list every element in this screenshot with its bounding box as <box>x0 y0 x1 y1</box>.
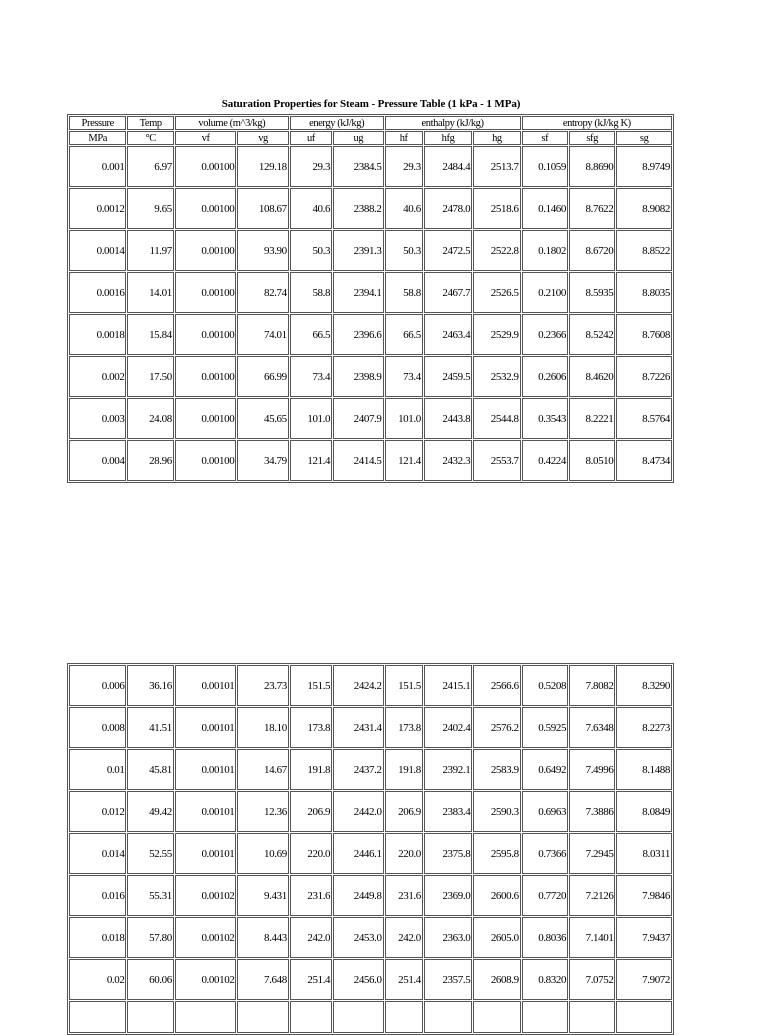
table-cell: 8.9082 <box>616 188 672 229</box>
header-unit-cell: hfg <box>424 131 472 145</box>
table-cell: 0.6492 <box>522 749 568 790</box>
table-cell: 191.8 <box>385 749 423 790</box>
table-cell: 0.00100 <box>175 314 237 355</box>
table-cell: 0.1059 <box>522 146 568 187</box>
table-cell: 0.00100 <box>175 188 237 229</box>
table-cell <box>333 1001 383 1033</box>
table-cell: 55.31 <box>127 875 173 916</box>
table-cell: 8.8035 <box>616 272 672 313</box>
table-cell: 6.97 <box>127 146 173 187</box>
table-cell: 9.431 <box>237 875 288 916</box>
table-cell: 8.4620 <box>569 356 615 397</box>
table-cell: 151.5 <box>290 665 332 706</box>
table-cell: 0.003 <box>69 398 126 439</box>
table-cell <box>616 1001 672 1033</box>
table-cell: 8.0849 <box>616 791 672 832</box>
table-cell: 0.002 <box>69 356 126 397</box>
table-cell: 28.96 <box>127 440 173 481</box>
table-cell: 8.5935 <box>569 272 615 313</box>
table-cell: 0.00101 <box>175 749 237 790</box>
table-cell: 7.9072 <box>616 959 672 1000</box>
table-cell <box>473 1001 520 1033</box>
table-cell: 7.3886 <box>569 791 615 832</box>
table-cell: 8.443 <box>237 917 288 958</box>
table-cell: 8.8690 <box>569 146 615 187</box>
table-cell: 58.8 <box>385 272 423 313</box>
table-cell: 0.01 <box>69 749 126 790</box>
table-row <box>69 314 672 355</box>
table-cell: 2437.2 <box>333 749 383 790</box>
table-cell: 7.0752 <box>569 959 615 1000</box>
table-cell: 0.2100 <box>522 272 568 313</box>
table-cell: 7.648 <box>237 959 288 1000</box>
table-cell: 242.0 <box>290 917 332 958</box>
table-cell: 2526.5 <box>473 272 520 313</box>
table-cell: 2414.5 <box>333 440 383 481</box>
table-cell: 11.97 <box>127 230 173 271</box>
table-cell: 2424.2 <box>333 665 383 706</box>
table-row <box>69 959 672 1000</box>
table-row <box>69 833 672 874</box>
header-unit-cell: hf <box>385 131 423 145</box>
table-cell: 0.3543 <box>522 398 568 439</box>
table-cell: 0.004 <box>69 440 126 481</box>
table-row <box>69 875 672 916</box>
table-cell: 66.5 <box>290 314 332 355</box>
table-cell: 7.4996 <box>569 749 615 790</box>
table-cell <box>69 1001 126 1033</box>
table-cell: 2484.4 <box>424 146 472 187</box>
table-cell: 18.10 <box>237 707 288 748</box>
table-cell: 2456.0 <box>333 959 383 1000</box>
table-cell: 60.06 <box>127 959 173 1000</box>
table-cell: 7.9846 <box>616 875 672 916</box>
table-cell: 0.2366 <box>522 314 568 355</box>
header-unit-row <box>69 131 672 145</box>
table-cell: 0.00100 <box>175 356 237 397</box>
table-cell: 8.5242 <box>569 314 615 355</box>
table-cell: 0.1802 <box>522 230 568 271</box>
table-cell: 0.00100 <box>175 272 237 313</box>
header-group-cell: energy (kJ/kg) <box>290 116 384 130</box>
table-cell: 7.8082 <box>569 665 615 706</box>
header-unit-cell: MPa <box>69 131 126 145</box>
table-cell: 8.7608 <box>616 314 672 355</box>
table-cell: 2553.7 <box>473 440 520 481</box>
table-cell: 2463.4 <box>424 314 472 355</box>
table-cell: 93.90 <box>237 230 288 271</box>
table-cell: 2432.3 <box>424 440 472 481</box>
table-cell: 57.80 <box>127 917 173 958</box>
header-group-cell: volume (m^3/kg) <box>175 116 289 130</box>
table-cell: 66.5 <box>385 314 423 355</box>
table-cell: 173.8 <box>385 707 423 748</box>
table-cell: 8.1488 <box>616 749 672 790</box>
table-cell: 231.6 <box>290 875 332 916</box>
table-cell: 0.00101 <box>175 707 237 748</box>
table-cell: 220.0 <box>290 833 332 874</box>
table-cell: 7.1401 <box>569 917 615 958</box>
table-row <box>69 749 672 790</box>
table-row <box>69 398 672 439</box>
table-cell <box>237 1001 288 1033</box>
table-cell <box>385 1001 423 1033</box>
table-cell: 82.74 <box>237 272 288 313</box>
table-cell: 17.50 <box>127 356 173 397</box>
header-group-cell: Temp <box>127 116 173 130</box>
table-cell: 0.2606 <box>522 356 568 397</box>
table-cell: 231.6 <box>385 875 423 916</box>
table-cell: 52.55 <box>127 833 173 874</box>
table-row <box>69 146 672 187</box>
header-unit-cell: ug <box>333 131 383 145</box>
table-cell: 15.84 <box>127 314 173 355</box>
table-cell: 0.8036 <box>522 917 568 958</box>
table-cell: 220.0 <box>385 833 423 874</box>
table-cell: 121.4 <box>385 440 423 481</box>
header-unit-cell: °C <box>127 131 173 145</box>
table-cell <box>127 1001 173 1033</box>
header-unit-cell: uf <box>290 131 332 145</box>
table-cell: 0.014 <box>69 833 126 874</box>
table-cell: 7.2945 <box>569 833 615 874</box>
table-cell: 50.3 <box>385 230 423 271</box>
table-row <box>69 356 672 397</box>
table-cell: 7.2126 <box>569 875 615 916</box>
table-cell: 9.65 <box>127 188 173 229</box>
table-cell: 7.9437 <box>616 917 672 958</box>
table-cell: 8.2273 <box>616 707 672 748</box>
table-cell: 45.65 <box>237 398 288 439</box>
table-cell: 36.16 <box>127 665 173 706</box>
table-cell: 108.67 <box>237 188 288 229</box>
table-cell: 12.36 <box>237 791 288 832</box>
header-unit-cell: sfg <box>569 131 615 145</box>
table-cell: 0.001 <box>69 146 126 187</box>
table-cell: 2398.9 <box>333 356 383 397</box>
table-cell: 242.0 <box>385 917 423 958</box>
table-cell: 29.3 <box>385 146 423 187</box>
table-cell: 0.1460 <box>522 188 568 229</box>
table-cell: 2600.6 <box>473 875 520 916</box>
table-cell <box>569 1001 615 1033</box>
header-group-cell: entropy (kJ/kg K) <box>522 116 672 130</box>
table-cell: 74.01 <box>237 314 288 355</box>
table-cell: 191.8 <box>290 749 332 790</box>
table-cell: 0.00101 <box>175 833 237 874</box>
table-title: Saturation Properties for Steam - Pressure Table (1 kPa - 1 MPa) <box>221 98 521 110</box>
table-cell: 2608.9 <box>473 959 520 1000</box>
table-cell: 0.0016 <box>69 272 126 313</box>
table-cell: 0.5208 <box>522 665 568 706</box>
table-cell: 2605.0 <box>473 917 520 958</box>
table-cell: 0.00102 <box>175 959 237 1000</box>
table-cell: 10.69 <box>237 833 288 874</box>
table-cell: 0.7720 <box>522 875 568 916</box>
table-cell: 0.016 <box>69 875 126 916</box>
header-unit-cell: vg <box>237 131 288 145</box>
table-cell: 8.7226 <box>616 356 672 397</box>
table-cell: 8.4734 <box>616 440 672 481</box>
table-cell: 0.0018 <box>69 314 126 355</box>
table-cell: 206.9 <box>290 791 332 832</box>
table-cell: 2369.0 <box>424 875 472 916</box>
header-group-cell: Pressure <box>69 116 126 130</box>
table-cell: 8.6720 <box>569 230 615 271</box>
table-row <box>69 917 672 958</box>
header-unit-cell: sf <box>522 131 568 145</box>
table-cell <box>175 1001 237 1033</box>
table-cell: 151.5 <box>385 665 423 706</box>
saturation-table-upper <box>67 114 674 483</box>
table-cell: 0.0014 <box>69 230 126 271</box>
table-cell: 2583.9 <box>473 749 520 790</box>
table-cell: 8.8522 <box>616 230 672 271</box>
table-cell: 8.0311 <box>616 833 672 874</box>
table-cell: 2566.6 <box>473 665 520 706</box>
table-cell: 2595.8 <box>473 833 520 874</box>
table-row <box>69 1001 672 1033</box>
table-cell: 2391.3 <box>333 230 383 271</box>
table-cell: 2522.8 <box>473 230 520 271</box>
table-cell: 101.0 <box>385 398 423 439</box>
table-cell: 0.00100 <box>175 398 237 439</box>
table-cell: 2478.0 <box>424 188 472 229</box>
table-cell: 2459.5 <box>424 356 472 397</box>
table-cell: 0.4224 <box>522 440 568 481</box>
table-cell: 2576.2 <box>473 707 520 748</box>
table-cell: 2472.5 <box>424 230 472 271</box>
table-cell: 2449.8 <box>333 875 383 916</box>
table-cell: 2407.9 <box>333 398 383 439</box>
table-cell: 251.4 <box>290 959 332 1000</box>
table-cell: 2442.0 <box>333 791 383 832</box>
table-cell: 2431.4 <box>333 707 383 748</box>
table-cell: 2402.4 <box>424 707 472 748</box>
table-cell: 50.3 <box>290 230 332 271</box>
table-cell: 2357.5 <box>424 959 472 1000</box>
table-cell: 41.51 <box>127 707 173 748</box>
header-unit-cell: hg <box>473 131 520 145</box>
table-cell <box>424 1001 472 1033</box>
table-cell: 0.00101 <box>175 665 237 706</box>
table-cell: 0.00102 <box>175 917 237 958</box>
table-cell: 2383.4 <box>424 791 472 832</box>
table-cell: 2443.8 <box>424 398 472 439</box>
table-cell: 2375.8 <box>424 833 472 874</box>
table-cell: 0.02 <box>69 959 126 1000</box>
table-cell: 40.6 <box>385 188 423 229</box>
table-cell: 8.3290 <box>616 665 672 706</box>
table-row <box>69 230 672 271</box>
table-cell: 0.00100 <box>175 440 237 481</box>
table-cell: 2384.5 <box>333 146 383 187</box>
table-cell: 2467.7 <box>424 272 472 313</box>
table-cell: 23.73 <box>237 665 288 706</box>
table-cell: 0.7366 <box>522 833 568 874</box>
table-cell: 0.006 <box>69 665 126 706</box>
table-cell: 0.5925 <box>522 707 568 748</box>
table-cell: 0.00100 <box>175 230 237 271</box>
table-cell: 2513.7 <box>473 146 520 187</box>
table-row <box>69 188 672 229</box>
table-cell: 73.4 <box>290 356 332 397</box>
table-cell: 0.00102 <box>175 875 237 916</box>
table-cell: 2396.6 <box>333 314 383 355</box>
table-row <box>69 665 672 706</box>
table-cell: 66.99 <box>237 356 288 397</box>
table-cell: 0.00100 <box>175 146 237 187</box>
table-cell: 121.4 <box>290 440 332 481</box>
table-cell: 73.4 <box>385 356 423 397</box>
table-cell: 2415.1 <box>424 665 472 706</box>
table-cell: 0.012 <box>69 791 126 832</box>
table-cell: 2446.1 <box>333 833 383 874</box>
table-cell: 173.8 <box>290 707 332 748</box>
table-cell: 0.008 <box>69 707 126 748</box>
table-cell: 2394.1 <box>333 272 383 313</box>
header-unit-cell: sg <box>616 131 672 145</box>
header-group-cell: enthalpy (kJ/kg) <box>385 116 521 130</box>
table-cell: 7.6348 <box>569 707 615 748</box>
table-cell: 101.0 <box>290 398 332 439</box>
table-cell: 2518.6 <box>473 188 520 229</box>
table-cell: 45.81 <box>127 749 173 790</box>
table-cell: 2590.3 <box>473 791 520 832</box>
header-group-row <box>69 116 672 130</box>
table-cell: 40.6 <box>290 188 332 229</box>
table-row <box>69 707 672 748</box>
table-cell: 49.42 <box>127 791 173 832</box>
table-cell: 29.3 <box>290 146 332 187</box>
table-cell: 2532.9 <box>473 356 520 397</box>
table-cell <box>522 1001 568 1033</box>
table-cell: 2392.1 <box>424 749 472 790</box>
table-cell: 2544.8 <box>473 398 520 439</box>
table-row <box>69 272 672 313</box>
table-cell: 2388.2 <box>333 188 383 229</box>
table-cell: 0.018 <box>69 917 126 958</box>
table-row <box>69 791 672 832</box>
table-cell: 0.6963 <box>522 791 568 832</box>
table-cell: 8.5764 <box>616 398 672 439</box>
table-cell: 8.7622 <box>569 188 615 229</box>
table-cell: 2363.0 <box>424 917 472 958</box>
table-cell: 8.2221 <box>569 398 615 439</box>
table-cell: 206.9 <box>385 791 423 832</box>
table-cell: 0.8320 <box>522 959 568 1000</box>
table-cell: 14.01 <box>127 272 173 313</box>
saturation-table-lower <box>67 663 674 1035</box>
table-row <box>69 440 672 481</box>
table-cell: 0.00101 <box>175 791 237 832</box>
table-cell: 2529.9 <box>473 314 520 355</box>
table-cell: 251.4 <box>385 959 423 1000</box>
table-cell: 8.0510 <box>569 440 615 481</box>
table-cell: 0.0012 <box>69 188 126 229</box>
table-cell: 8.9749 <box>616 146 672 187</box>
table-cell: 129.18 <box>237 146 288 187</box>
table-cell: 2453.0 <box>333 917 383 958</box>
table-cell: 24.08 <box>127 398 173 439</box>
table-cell: 14.67 <box>237 749 288 790</box>
table-cell <box>290 1001 332 1033</box>
header-unit-cell: vf <box>175 131 237 145</box>
table-cell: 58.8 <box>290 272 332 313</box>
table-cell: 34.79 <box>237 440 288 481</box>
